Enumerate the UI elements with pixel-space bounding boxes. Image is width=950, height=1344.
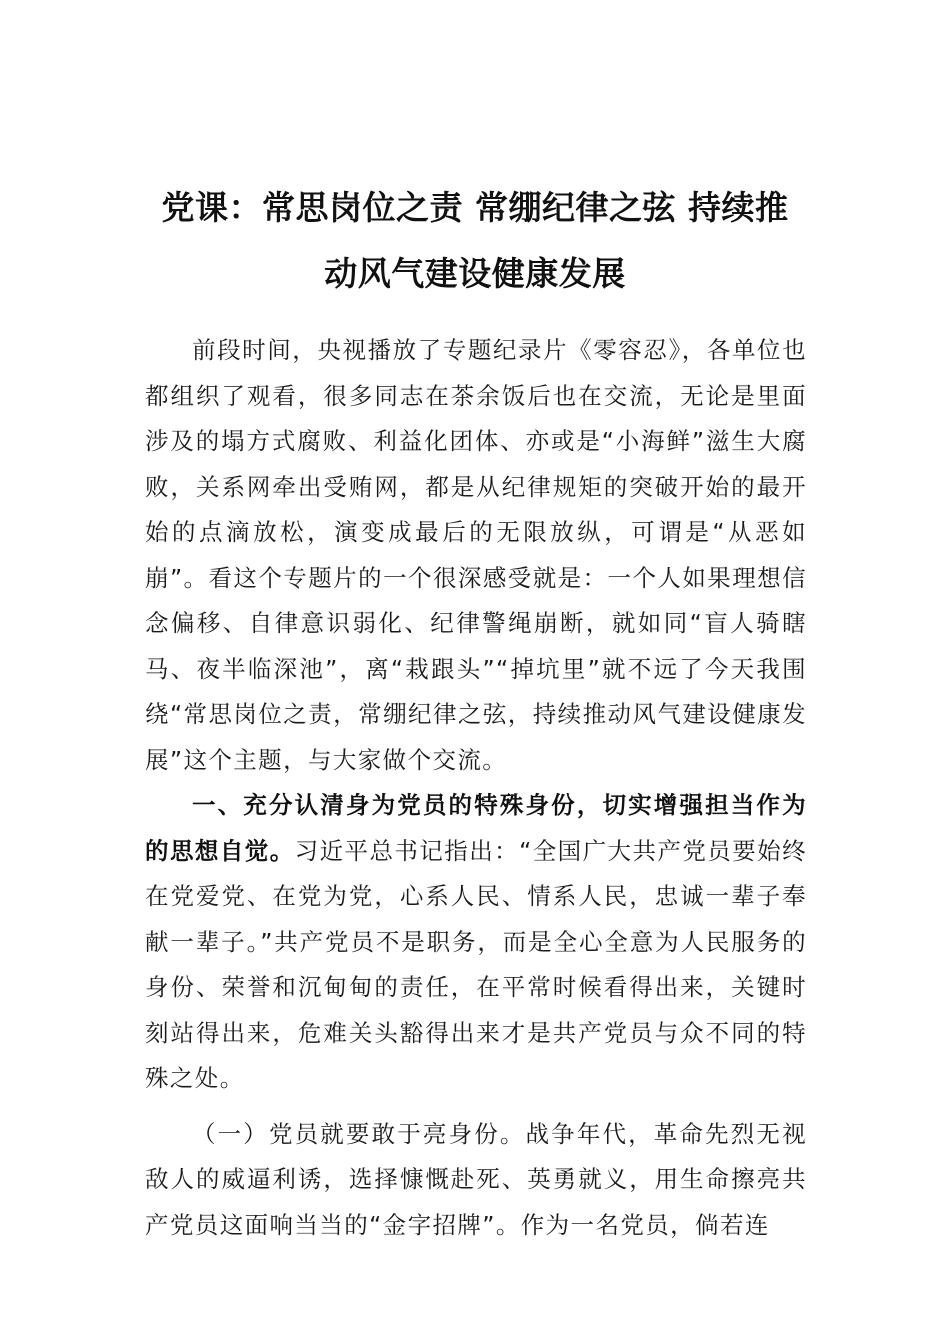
title-line-1: 党课：常思岗位之责 常绷纪律之弦 持续推 — [161, 188, 789, 228]
section-heading: 一、充分认清身为党员的特殊身份，切实增强担当作为的思想自觉。 — [145, 791, 807, 865]
title-line-2: 动风气建设健康发展 — [324, 254, 626, 294]
paragraph-section-1 — [145, 783, 807, 1102]
paragraph-text: 战争年代，革命先烈无视敌人的威逼利诱，选择慷慨赴死、英勇就义，用生命擦亮共产党员这面响当当的“金字招牌”。作为一名党员，倘若连 — [145, 1119, 807, 1239]
paragraph-text: 习近平总书记指出：“全国广大共产党员要始终在党爱党、在党为党，心系人民、情系人民，忠诚一辈子奉献一辈子。”共产党员不是职务，而是全心全意为人民服务的身份、荣誉和沉甸甸的责任，在平常时候看得出来，关键时刻站得出来，危难关头豁得出来才是共产党员与众不同的特殊之处。 — [145, 836, 807, 1092]
subsection-heading: （一）党员就要敢于亮身份。 — [192, 1119, 526, 1148]
paragraph-text: 前段时间，央视播放了专题纪录片《零容忍》，各单位也都组织了观看，很多同志在茶余饭后也在交流，无论是里面涉及的塌方式腐败、利益化团体、亦或是“小海鲜”滋生大腐败，关系网牵出受贿网，都是从纪律规矩的突破开始的最开始的点滴放松，演变成最后的无限放纵，可谓是“从恶如崩”。看这个专题片的一个很深感受就是：一个人如果理想信念偏移、自律意识弱化、纪律警绳崩断，就如同“盲人骑瞎马、夜半临深池”，离“栽跟头”“掉坑里”就不远了今天我围绕“常思岗位之责，常绷纪律之弦，持续推动风气建设健康发展”这个主题，与大家做个交流。 — [145, 336, 807, 774]
paragraph-subsection-1 — [145, 1112, 807, 1249]
paragraph-intro — [145, 328, 807, 783]
document-body — [145, 328, 807, 1248]
document-title — [120, 175, 830, 307]
